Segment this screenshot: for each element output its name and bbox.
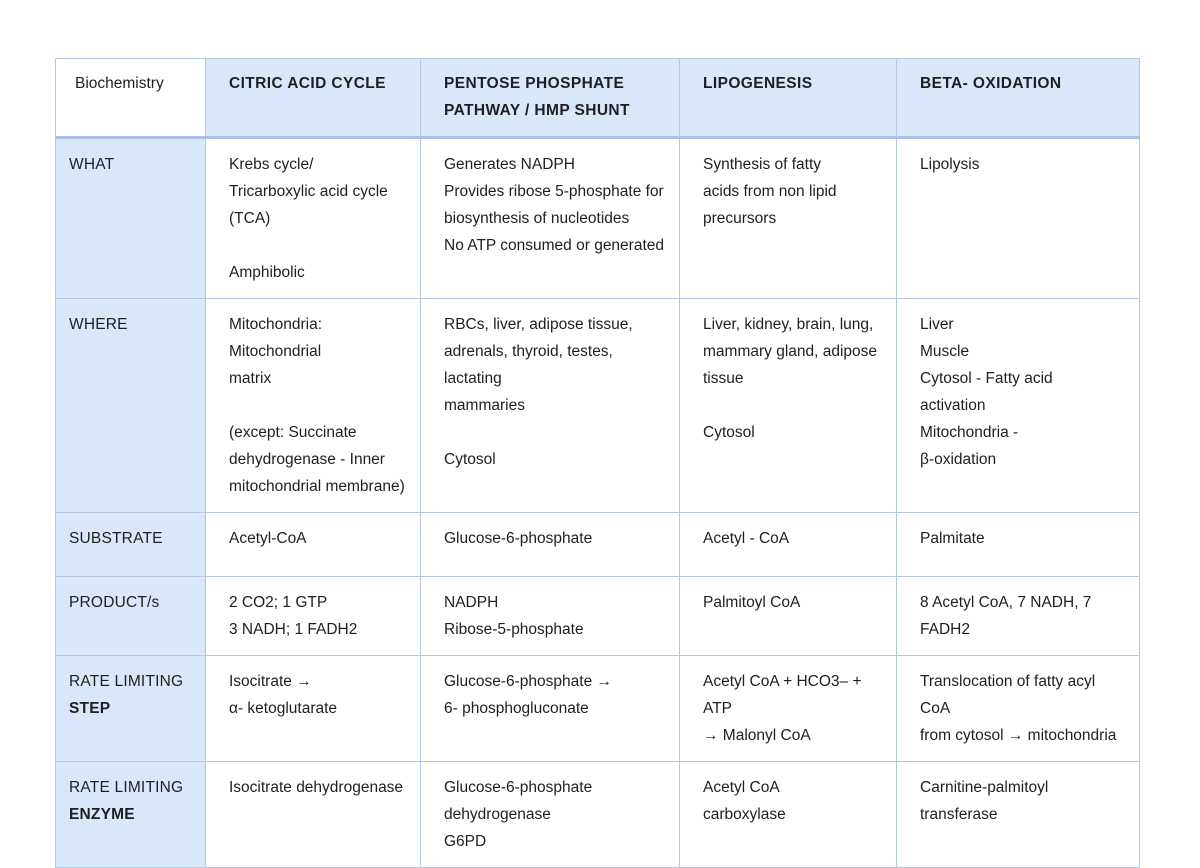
cell-line: Cytosol - Fatty acid: [920, 370, 1053, 387]
table-cell: [897, 138, 1140, 299]
header-row: [56, 59, 1140, 138]
row-header-label: RATE LIMITING: [69, 673, 184, 690]
cell-line: 2 CO2; 1 GTP: [229, 594, 328, 611]
table-cell: [421, 138, 680, 299]
row-header-label: RATE LIMITING: [69, 779, 184, 796]
row-header-where: [56, 299, 206, 513]
column-header-beta-oxidation: [897, 59, 1140, 138]
cell-line: (TCA): [229, 210, 271, 227]
cell-line: Cytosol: [703, 424, 755, 441]
cell-line: mammary gland, adipose: [703, 343, 878, 360]
column-header-text: BETA- OXIDATION: [920, 75, 1062, 92]
cell-line: Palmitate: [920, 530, 985, 547]
table-cell: [421, 513, 680, 577]
row-header-label: PRODUCT/s: [69, 594, 160, 611]
cell-line: α- ketoglutarate: [229, 700, 338, 717]
cell-line: tissue: [703, 370, 744, 387]
cell-spacer: [229, 232, 406, 259]
corner-label: [56, 59, 206, 138]
cell-line: dehydrogenase - Inner: [229, 451, 385, 468]
comparison-table: [55, 58, 1139, 868]
cell-line: acids from non lipid: [703, 183, 837, 200]
column-header-text: PATHWAY / HMP SHUNT: [444, 102, 630, 119]
cell-line: adrenals, thyroid, testes, lactating: [444, 343, 613, 387]
row-header-step: [56, 656, 206, 762]
cell-line: biosynthesis of nucleotides: [444, 210, 630, 227]
column-header-text: CITRIC ACID CYCLE: [229, 75, 386, 92]
cell-line: Generates NADPH: [444, 156, 575, 173]
table-cell: [897, 656, 1140, 762]
table-cell: [897, 762, 1140, 868]
row-header-label: WHAT: [69, 156, 115, 173]
cell-line: Acetyl-CoA: [229, 530, 307, 547]
table-cell: [206, 656, 421, 762]
table-cell: [680, 299, 897, 513]
table-cell: [680, 762, 897, 868]
cell-line: → Malonyl CoA: [703, 727, 811, 744]
cell-line: matrix: [229, 370, 272, 387]
cell-line: (except: Succinate: [229, 424, 357, 441]
cell-line: carboxylase: [703, 806, 786, 823]
table-cell: [680, 656, 897, 762]
row-header-what: [56, 138, 206, 299]
cell-spacer: [229, 392, 406, 419]
cell-line: Isocitrate dehydrogenase: [229, 779, 404, 796]
table-cell: [206, 577, 421, 656]
table-cell: [206, 138, 421, 299]
cell-line: Provides ribose 5-phosphate for: [444, 183, 664, 200]
cell-line: Translocation of fatty acyl CoA: [920, 673, 1096, 717]
cell-line: Amphibolic: [229, 264, 305, 281]
row-header-label: SUBSTRATE: [69, 530, 163, 547]
cell-spacer: [703, 392, 882, 419]
cell-line: G6PD: [444, 833, 487, 850]
corner-text: Biochemistry: [75, 75, 164, 92]
cell-line: Lipolysis: [920, 156, 980, 173]
table-row-enzyme: [56, 762, 1140, 868]
table-cell: [421, 656, 680, 762]
cell-line: 8 Acetyl CoA, 7 NADH, 7 FADH2: [920, 594, 1092, 638]
column-header-lipogenesis: [680, 59, 897, 138]
table-cell: [897, 513, 1140, 577]
cell-line: Isocitrate →: [229, 673, 312, 690]
cell-line: Muscle: [920, 343, 970, 360]
table-cell: [680, 513, 897, 577]
table-cell: [680, 577, 897, 656]
cell-line: Mitochondria: Mitochondrial: [229, 316, 323, 360]
cell-line: Acetyl - CoA: [703, 530, 790, 547]
row-header-enzyme: [56, 762, 206, 868]
cell-line: mammaries: [444, 397, 525, 414]
cell-line: Krebs cycle/: [229, 156, 314, 173]
cell-line: precursors: [703, 210, 777, 227]
table-cell: [206, 513, 421, 577]
cell-line: Tricarboxylic acid cycle: [229, 183, 388, 200]
table-row-where: [56, 299, 1140, 513]
table-row-products: [56, 577, 1140, 656]
table-cell: [897, 577, 1140, 656]
row-header-label: WHERE: [69, 316, 128, 333]
cell-line: Liver: [920, 316, 954, 333]
table-cell: [206, 299, 421, 513]
table-cell: [897, 299, 1140, 513]
table-row-substrate: [56, 513, 1140, 577]
column-header-text: PENTOSE PHOSPHATE: [444, 75, 625, 92]
cell-line: Acetyl CoA + HCO3– + ATP: [703, 673, 862, 717]
cell-line: Synthesis of fatty: [703, 156, 822, 173]
column-header-pentose-phosphate: [421, 59, 680, 138]
table-cell: [206, 762, 421, 868]
cell-line: NADPH: [444, 594, 499, 611]
row-header-products: [56, 577, 206, 656]
cell-line: Acetyl CoA: [703, 779, 780, 796]
cell-line: from cytosol → mitochondria: [920, 727, 1117, 744]
row-header-label-bold: ENZYME: [69, 806, 135, 823]
cell-line: dehydrogenase: [444, 806, 551, 823]
table-cell: [421, 762, 680, 868]
cell-line: Carnitine-palmitoyl transferase: [920, 779, 1049, 823]
cell-line: mitochondrial membrane): [229, 478, 405, 495]
table-row-what: [56, 138, 1140, 299]
column-header-citric-acid-cycle: [206, 59, 421, 138]
cell-spacer: [444, 419, 665, 446]
cell-line: 6- phosphogluconate: [444, 700, 589, 717]
cell-line: Glucose-6-phosphate →: [444, 673, 613, 690]
cell-line: Palmitoyl CoA: [703, 594, 801, 611]
column-header-text: LIPOGENESIS: [703, 75, 813, 92]
row-header-label-bold: STEP: [69, 700, 111, 717]
cell-line: No ATP consumed or generated: [444, 237, 665, 254]
cell-line: activation: [920, 397, 986, 414]
cell-line: RBCs, liver, adipose tissue,: [444, 316, 633, 333]
cell-line: 3 NADH; 1 FADH2: [229, 621, 358, 638]
cell-line: Cytosol: [444, 451, 496, 468]
row-header-substrate: [56, 513, 206, 577]
cell-line: β-oxidation: [920, 451, 997, 468]
table-cell: [421, 299, 680, 513]
table-cell: [680, 138, 897, 299]
table-cell: [421, 577, 680, 656]
table-row-step: [56, 656, 1140, 762]
cell-line: Liver, kidney, brain, lung,: [703, 316, 874, 333]
cell-line: Ribose-5-phosphate: [444, 621, 584, 638]
cell-line: Glucose-6-phosphate: [444, 779, 593, 796]
cell-line: Mitochondria -: [920, 424, 1019, 441]
cell-line: Glucose-6-phosphate: [444, 530, 593, 547]
